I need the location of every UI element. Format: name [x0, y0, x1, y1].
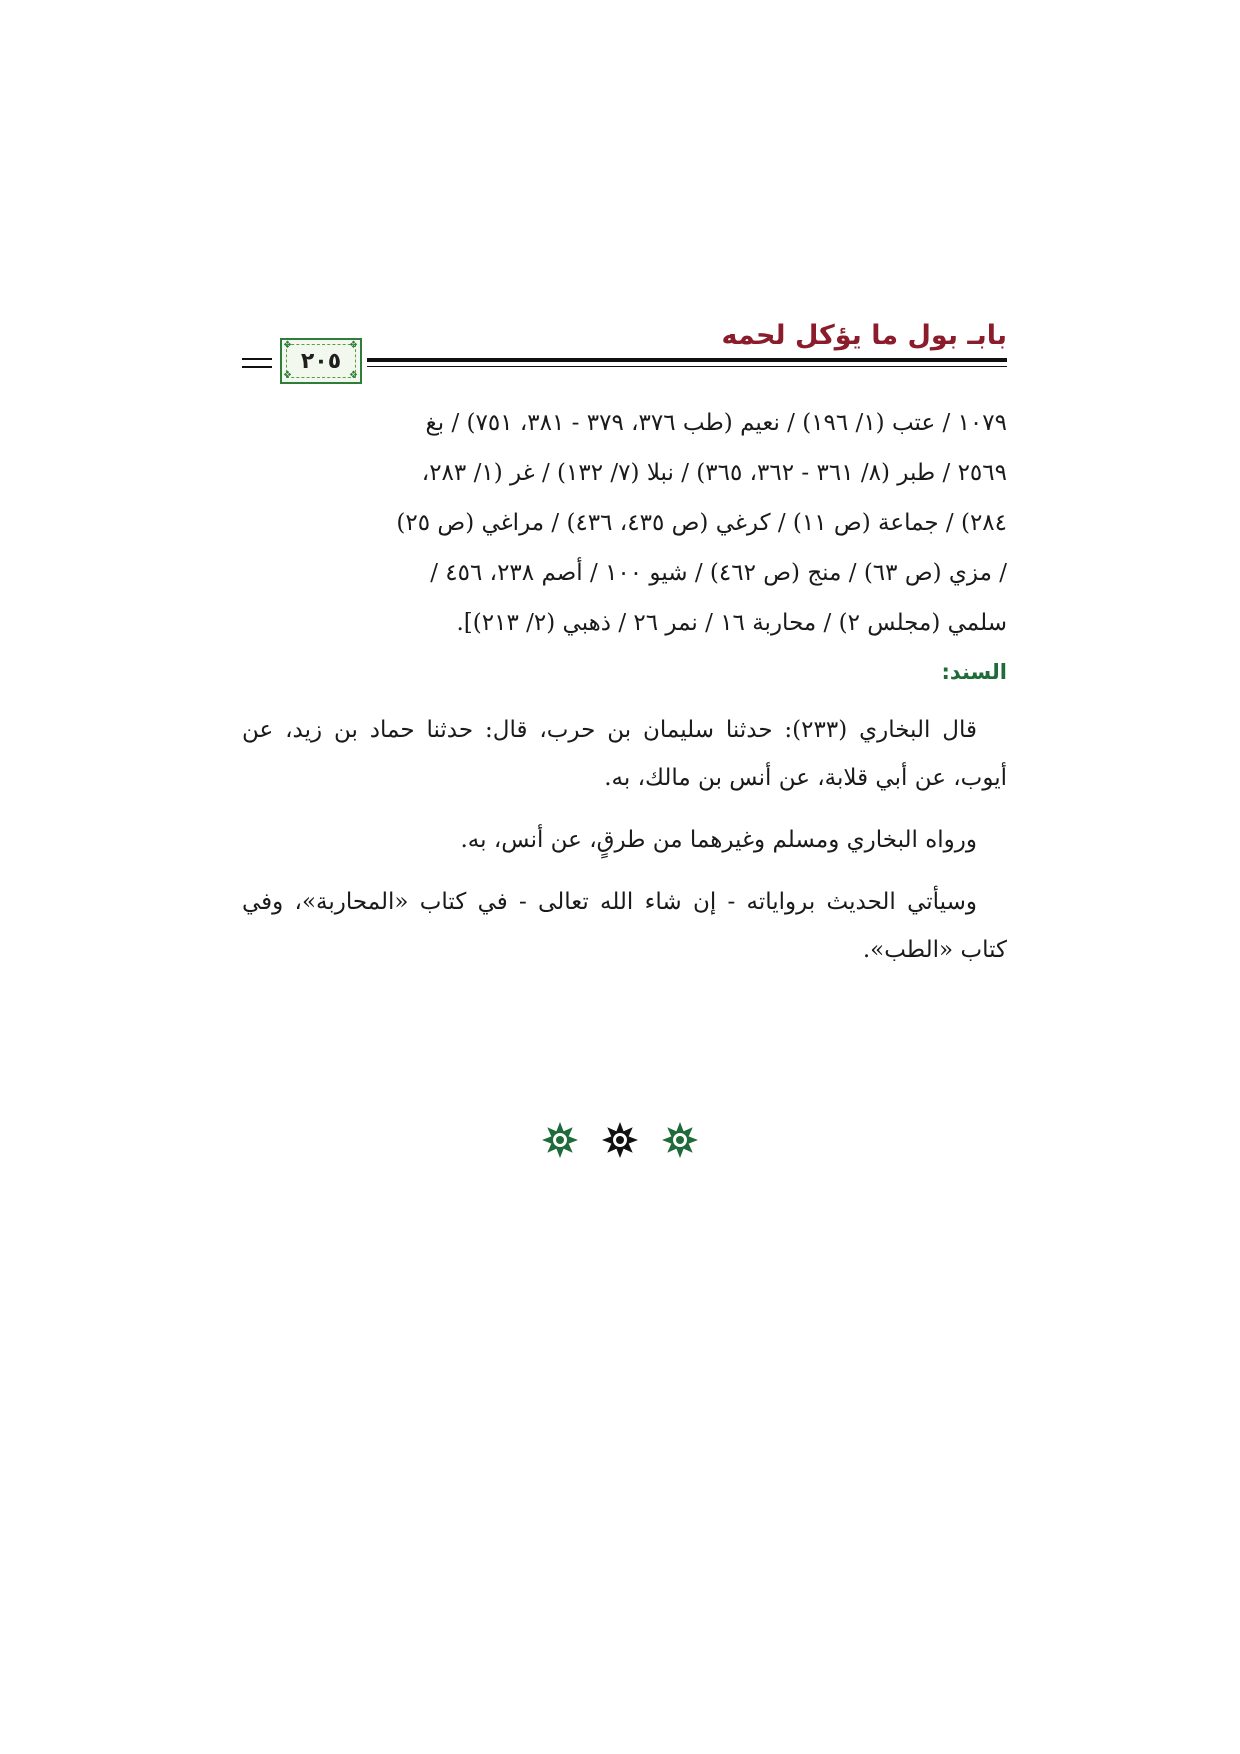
chapter-title: بابـ بول ما يؤكل لحمه [721, 320, 1007, 351]
end-ornaments [540, 1115, 700, 1165]
body-paragraph: وسيأتي الحديث برواياته - إن شاء الله تعالى - في كتاب «المحاربة»، وفي كتاب «الطب». [242, 889, 1007, 963]
star-flower-icon [660, 1120, 700, 1160]
page-number: ٢٠٥ [300, 348, 342, 374]
page-body [242, 398, 1007, 988]
header-rule-left-bottom [242, 366, 272, 368]
header-rule-thick [367, 358, 1007, 362]
reference-line: ٢٨٤) / جماعة (ص ١١) / كرغي (ص ٤٣٥، ٤٣٦) / مراغي (ص ٢٥) [396, 510, 1007, 536]
reference-line: / مزي (ص ٦٣) / منج (ص ٤٦٢) / شيو ١٠٠ / أصم ٢٣٨، ٤٥٦ / [430, 560, 1007, 586]
header-rule-thin [367, 366, 1007, 367]
reference-line: ٢٥٦٩ / طبر (٨/ ٣٦١ - ٣٦٢، ٣٦٥) / نبلا (٧/ ١٣٢) / غر (١/ ٢٨٣، [421, 460, 1007, 486]
reference-line: ١٠٧٩ / عتب (١/ ١٩٦) / نعيم (طب ٣٧٦، ٣٧٩ - ٣٨١، ٧٥١) / بغ [425, 410, 1007, 436]
corner-ornament-icon: ❖ [283, 340, 292, 351]
page-header [242, 300, 1007, 390]
body-paragraph: ورواه البخاري ومسلم وغيرهما من طرقٍ، عن أنس، به. [460, 827, 977, 853]
star-flower-icon [540, 1120, 580, 1160]
reference-block [242, 398, 1007, 648]
corner-ornament-icon: ❖ [283, 370, 292, 381]
star-flower-icon [600, 1120, 640, 1160]
corner-ornament-icon: ❖ [349, 370, 358, 381]
body-paragraph: قال البخاري (٢٣٣): حدثنا سليمان بن حرب، قال: حدثنا حماد بن زيد، عن أيوب، عن أبي قلابة، عن أنس بن مالك، به. [242, 717, 1007, 791]
section-heading: السند: [941, 660, 1007, 684]
header-rule-left-top [242, 358, 272, 360]
page-number-badge [280, 338, 362, 384]
corner-ornament-icon: ❖ [349, 340, 358, 351]
reference-line: سلمي (مجلس ٢) / محاربة ١٦ / نمر ٢٦ / ذهبي (٢/ ٢١٣)]. [456, 610, 1007, 636]
